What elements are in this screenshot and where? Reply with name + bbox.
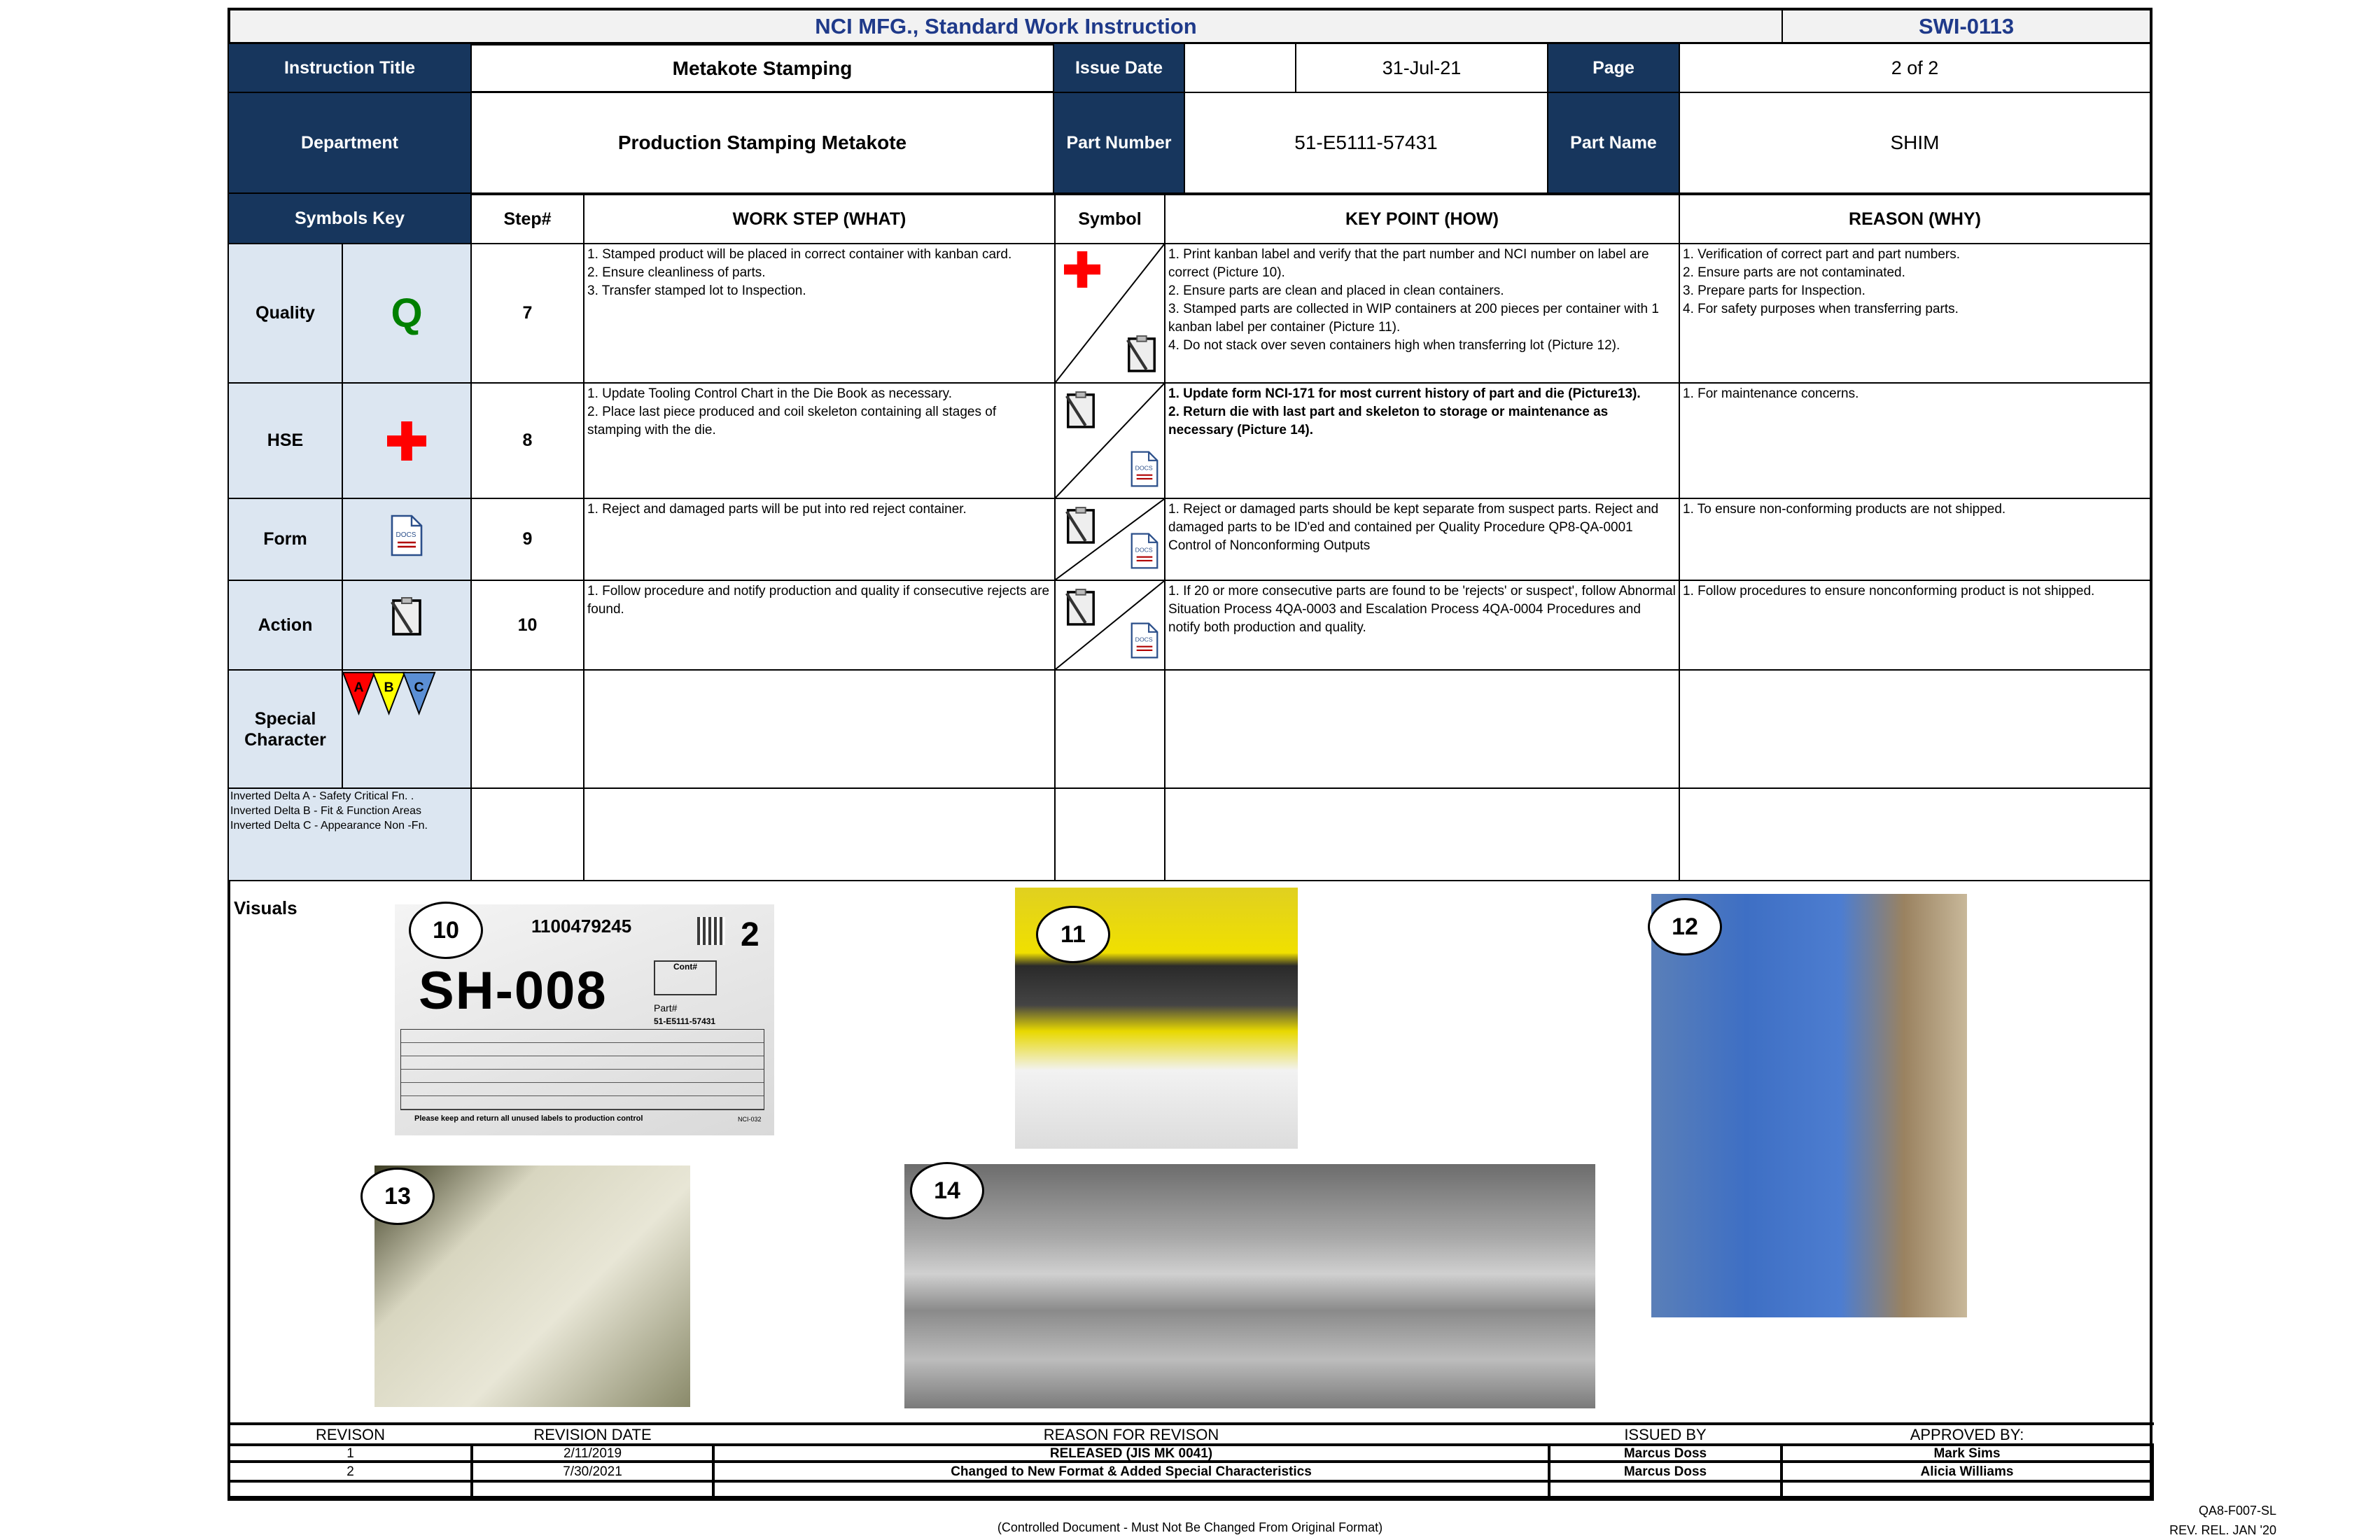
special-character-symbols <box>342 669 472 789</box>
label-serial: 1100479245 <box>531 916 632 937</box>
part-number-label: Part Number <box>1053 92 1185 194</box>
revision-cell: 1 <box>227 1443 473 1463</box>
revision-cell: Alicia Williams <box>1780 1460 2154 1483</box>
label-code: SH-008 <box>419 961 608 1021</box>
page-label: Page <box>1547 43 1680 93</box>
red-cross-icon <box>1064 251 1100 293</box>
step-number: 10 <box>470 580 584 671</box>
picture-14-die-skeleton <box>904 1164 1595 1408</box>
revision-cell: Mark Sims <box>1780 1443 2154 1463</box>
picture-12-blue-containers <box>1651 894 1967 1317</box>
revision-cell: Marcus Doss <box>1548 1460 1783 1483</box>
instruction-title-value: Metakote Stamping <box>470 43 1054 93</box>
symbol-cell <box>1054 580 1166 671</box>
step-number: 8 <box>470 382 584 499</box>
docs-form-icon <box>1130 450 1158 493</box>
empty-symbol-cell <box>1054 788 1166 881</box>
empty-key-cell <box>1164 788 1680 881</box>
empty-key-cell <box>1164 669 1680 789</box>
label-part: 51-E5111-57431 <box>654 1016 716 1026</box>
revision-cell: 2/11/2019 <box>470 1443 715 1463</box>
key-point-text: 1. If 20 or more consecutive parts are found to be 'rejects' or suspect', follow Abnormal Situation Process 4QA-0003 and Escalation Process 4QA-0004 Procedures and notify both production and quality. <box>1164 580 1680 671</box>
picture-number-10: 10 <box>409 902 483 959</box>
reason-text: 1. Verification of correct part and part numbers. 2. Ensure parts are not contaminated. 3. Prepare parts for Inspection. 4. For safety purposes when transferring parts. <box>1679 243 2152 384</box>
symbol-header: Symbol <box>1054 192 1166 244</box>
form-code: QA8-F007-SL <box>2198 1504 2276 1518</box>
key-hse-label: HSE <box>227 382 343 499</box>
clipboard-action-icon <box>1064 506 1098 550</box>
qr-code-icon <box>697 917 725 945</box>
instruction-title-label: Instruction Title <box>227 43 472 93</box>
empty-work-cell <box>583 669 1056 789</box>
work-step-text: 1. Follow procedure and notify production and quality if consecutive rejects are found. <box>583 580 1056 671</box>
issue-date-value: 31-Jul-21 <box>1295 43 1548 93</box>
empty-step-cell <box>470 669 584 789</box>
red-cross-icon <box>342 382 472 499</box>
work-step-text: 1. Reject and damaged parts will be put into red reject container. <box>583 498 1056 581</box>
revision-table-bottom <box>227 1497 2152 1499</box>
controlled-document-note: (Controlled Document - Must Not Be Changed From Original Format) <box>997 1520 1383 1534</box>
part-name-value: SHIM <box>1679 92 2152 194</box>
delta-abc-icon <box>343 671 470 720</box>
clipboard-action-icon <box>1064 391 1098 434</box>
revision-cell: 7/30/2021 <box>470 1460 715 1483</box>
department-value: Production Stamping Metakote <box>470 92 1054 194</box>
revision-header: REVISON <box>227 1422 473 1446</box>
part-number-value: 51-E5111-57431 <box>1184 92 1548 194</box>
delta-b: B <box>384 680 394 696</box>
revision-release: REV. REL. JAN '20 <box>2169 1523 2276 1537</box>
revision-header: REASON FOR REVISON <box>712 1422 1550 1446</box>
label-count: 2 <box>741 916 760 953</box>
work-step-header: WORK STEP (WHAT) <box>583 192 1056 244</box>
key-quality-label: Quality <box>227 243 343 384</box>
picture-number-14: 14 <box>910 1162 984 1219</box>
revision-header: APPROVED BY: <box>1780 1422 2154 1446</box>
svg-text:DOCS: DOCS <box>1135 636 1153 643</box>
label-footer: Please keep and return all unused labels to production control <box>414 1114 643 1123</box>
svg-text:DOCS: DOCS <box>1135 546 1153 554</box>
step-header: Step# <box>470 192 584 244</box>
reason-header: REASON (WHY) <box>1679 192 2152 244</box>
quality-q-icon: Q <box>342 243 472 384</box>
revision-cell: Changed to New Format & Added Special Characteristics <box>712 1460 1550 1483</box>
step-number: 9 <box>470 498 584 581</box>
issue-date-label: Issue Date <box>1053 43 1185 93</box>
revision-cell: RELEASED (JIS MK 0041) <box>712 1443 1550 1463</box>
key-point-text: 1. Reject or damaged parts should be kept separate from suspect parts. Reject and damaged parts to be ID'ed and contained per Quality Procedure QP8-QA-0001 Control of Nonconforming Outputs <box>1164 498 1680 581</box>
docs-form-icon <box>1130 532 1158 575</box>
revision-cell: 2 <box>227 1460 473 1483</box>
label-cont: Cont# <box>654 960 717 995</box>
clipboard-action-icon <box>342 580 472 671</box>
picture-number-13: 13 <box>360 1168 435 1225</box>
revision-cell: Marcus Doss <box>1548 1443 1783 1463</box>
document-title: NCI MFG., Standard Work Instruction <box>227 8 1783 44</box>
empty-step-cell <box>470 788 584 881</box>
label-grid <box>400 1029 764 1110</box>
empty-symbol-cell <box>1054 669 1166 789</box>
reason-text: 1. Follow procedures to ensure nonconforming product is not shipped. <box>1679 580 2152 671</box>
key-form-label: Form <box>227 498 343 581</box>
clipboard-action-icon <box>1125 335 1158 378</box>
delta-c: C <box>414 680 424 696</box>
delta-legend: Inverted Delta A - Safety Critical Fn. . Inverted Delta B - Fit & Function Areas Inverted Delta C - Appearance Non -Fn. <box>227 788 472 881</box>
page-value: 2 of 2 <box>1679 43 2152 93</box>
reason-text: 1. For maintenance concerns. <box>1679 382 2152 499</box>
picture-number-11: 11 <box>1036 906 1110 963</box>
svg-text:DOCS: DOCS <box>396 531 416 539</box>
document-number: SWI-0113 <box>1782 8 2152 44</box>
symbol-cell <box>1054 382 1166 499</box>
empty-work-cell <box>583 788 1056 881</box>
department-label: Department <box>227 92 472 194</box>
docs-form-icon <box>342 498 472 581</box>
empty-reason-cell <box>1679 669 2152 789</box>
key-point-text: 1. Update form NCI-171 for most current history of part and die (Picture13). 2. Return die with last part and skeleton to storage or maintenance as necessary (Picture 14). <box>1164 382 1680 499</box>
reason-text: 1. To ensure non-conforming products are not shipped. <box>1679 498 2152 581</box>
label-part-title: Part# <box>654 1002 678 1014</box>
part-name-label: Part Name <box>1547 92 1680 194</box>
key-point-text: 1. Print kanban label and verify that the part number and NCI number on label are correct (Picture 10). 2. Ensure parts are clean and placed in clean containers. 3. Stamped parts are collected in WIP containers at 200 pieces per container with 1 kanban label per container (Picture 11). 4. Do not stack over seven containers high when transferring lot (Picture 12). <box>1164 243 1680 384</box>
symbols-key-header: Symbols Key <box>227 192 472 244</box>
work-step-text: 1. Update Tooling Control Chart in the Die Book as necessary. 2. Place last piece produced and coil skeleton containing all stages of stamping with the die. <box>583 382 1056 499</box>
step-number: 7 <box>470 243 584 384</box>
key-special-character-label: Special Character <box>227 669 343 789</box>
symbol-cell <box>1054 498 1166 581</box>
visuals-label: Visuals <box>234 897 298 918</box>
label-form: NCI-032 <box>738 1116 762 1123</box>
key-action-label: Action <box>227 580 343 671</box>
docs-form-icon <box>1130 622 1158 665</box>
delta-a: A <box>354 680 364 696</box>
empty-reason-cell <box>1679 788 2152 881</box>
clipboard-action-icon <box>1064 588 1098 631</box>
key-point-header: KEY POINT (HOW) <box>1164 192 1680 244</box>
symbol-cell <box>1054 243 1166 384</box>
picture-number-12: 12 <box>1648 898 1722 955</box>
revision-header: ISSUED BY <box>1548 1422 1783 1446</box>
svg-text:DOCS: DOCS <box>1135 464 1153 472</box>
revision-header: REVISION DATE <box>470 1422 715 1446</box>
work-step-text: 1. Stamped product will be placed in correct container with kanban card. 2. Ensure cleanliness of parts. 3. Transfer stamped lot to Inspection. <box>583 243 1056 384</box>
